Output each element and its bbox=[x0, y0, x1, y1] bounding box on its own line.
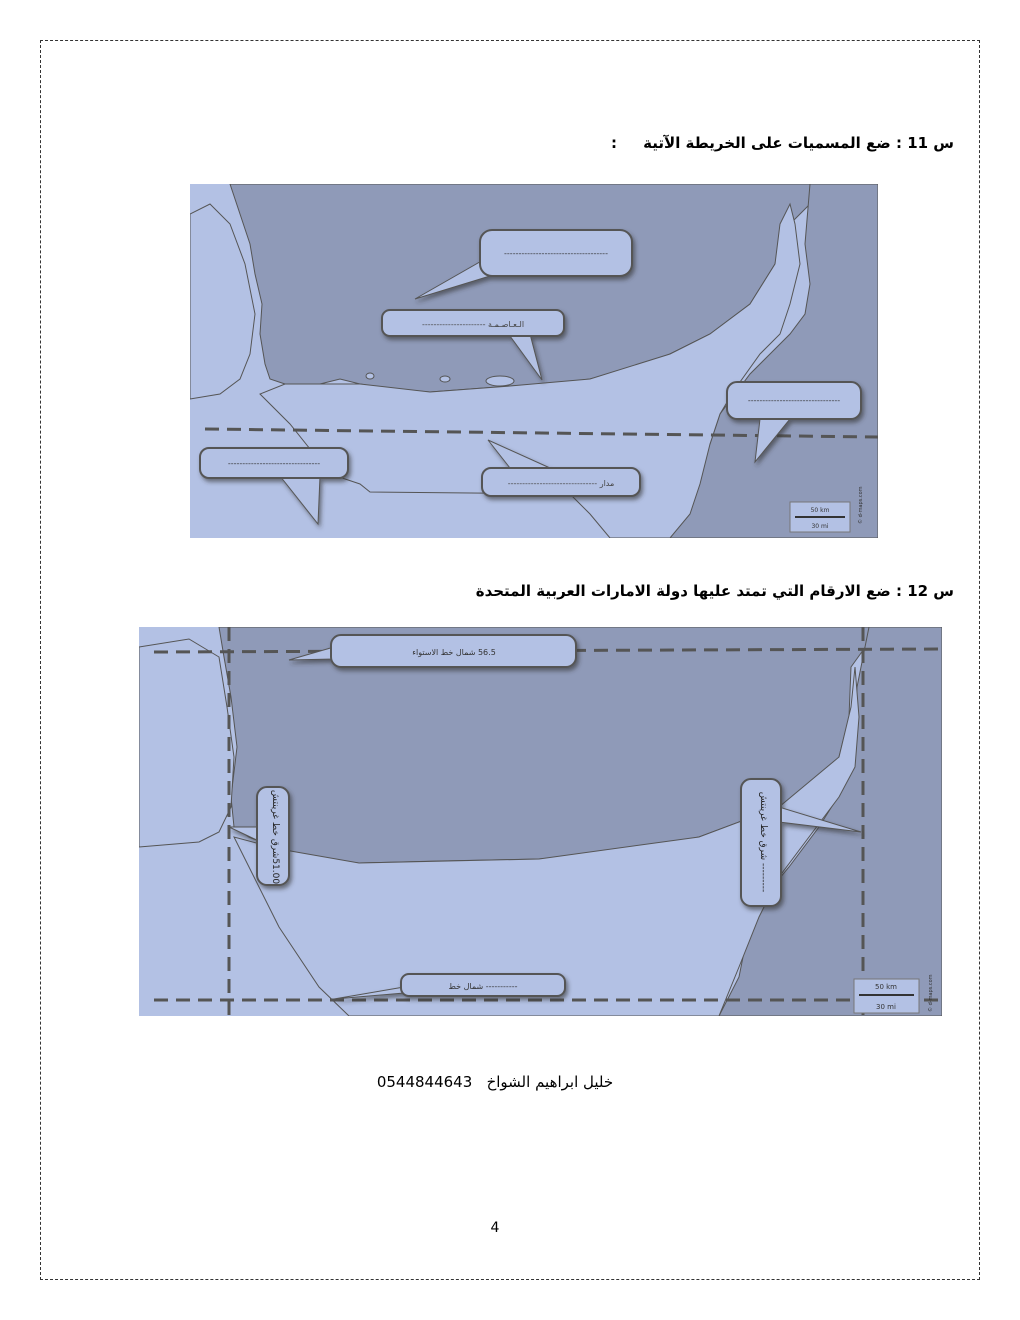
map-credit: © d-maps.com bbox=[928, 974, 934, 1012]
question-11-label: س 11 bbox=[907, 134, 954, 152]
callout-bottom-text: مدار ------------------------------- bbox=[507, 479, 615, 488]
callout-bottom-text: ----------- شمال خط bbox=[448, 982, 518, 991]
island bbox=[440, 376, 450, 382]
callout-right-text: -------------------------------- bbox=[747, 396, 841, 405]
question-12: س 12 : ضع الارقام التي تمتد عليها دولة الامارات العربية المتحدة bbox=[475, 582, 954, 600]
map-uae-labels bbox=[190, 184, 878, 538]
question-12-text: ضع الارقام التي تمتد عليها دولة الامارات العربية المتحدة bbox=[475, 582, 891, 600]
callout-capital-text: الـعـاصـمـة ---------------------- bbox=[421, 320, 525, 329]
map-credit: © d-maps.com bbox=[858, 486, 864, 524]
callout-right-text: --------- شرق خط غرينتش bbox=[758, 791, 768, 893]
footer-author-line bbox=[360, 1073, 630, 1091]
question-11: س 11 : ضع المسميات على الخريطة الآتية : bbox=[611, 134, 954, 152]
island bbox=[366, 373, 374, 379]
callout-top-text: ------------------------------------ bbox=[504, 249, 608, 258]
question-12-label: س 12 bbox=[907, 582, 954, 600]
qatar-land bbox=[139, 639, 234, 847]
scale-mi: 30 mi bbox=[876, 1003, 896, 1011]
footer-phone: 0544844643 bbox=[376, 1073, 473, 1091]
question-11-trail: : bbox=[611, 134, 618, 152]
footer-author: خليل ابراهيم الشواخ bbox=[486, 1073, 614, 1091]
map-uae-coordinates bbox=[139, 627, 942, 1016]
island bbox=[486, 376, 514, 386]
callout-top-text: 56.5 شمال خط الاستواء bbox=[412, 648, 496, 657]
scale-km: 50 km bbox=[810, 507, 830, 514]
callout-left-text: 51.00شرق خط غرينتش bbox=[270, 789, 280, 885]
scale-km: 50 km bbox=[874, 983, 898, 991]
question-11-text: ضع المسميات على الخريطة الآتية bbox=[643, 134, 891, 152]
page-number: 4 bbox=[490, 1220, 500, 1236]
scale-mi: 30 mi bbox=[811, 523, 829, 530]
callout-left-text: -------------------------------- bbox=[227, 459, 321, 468]
